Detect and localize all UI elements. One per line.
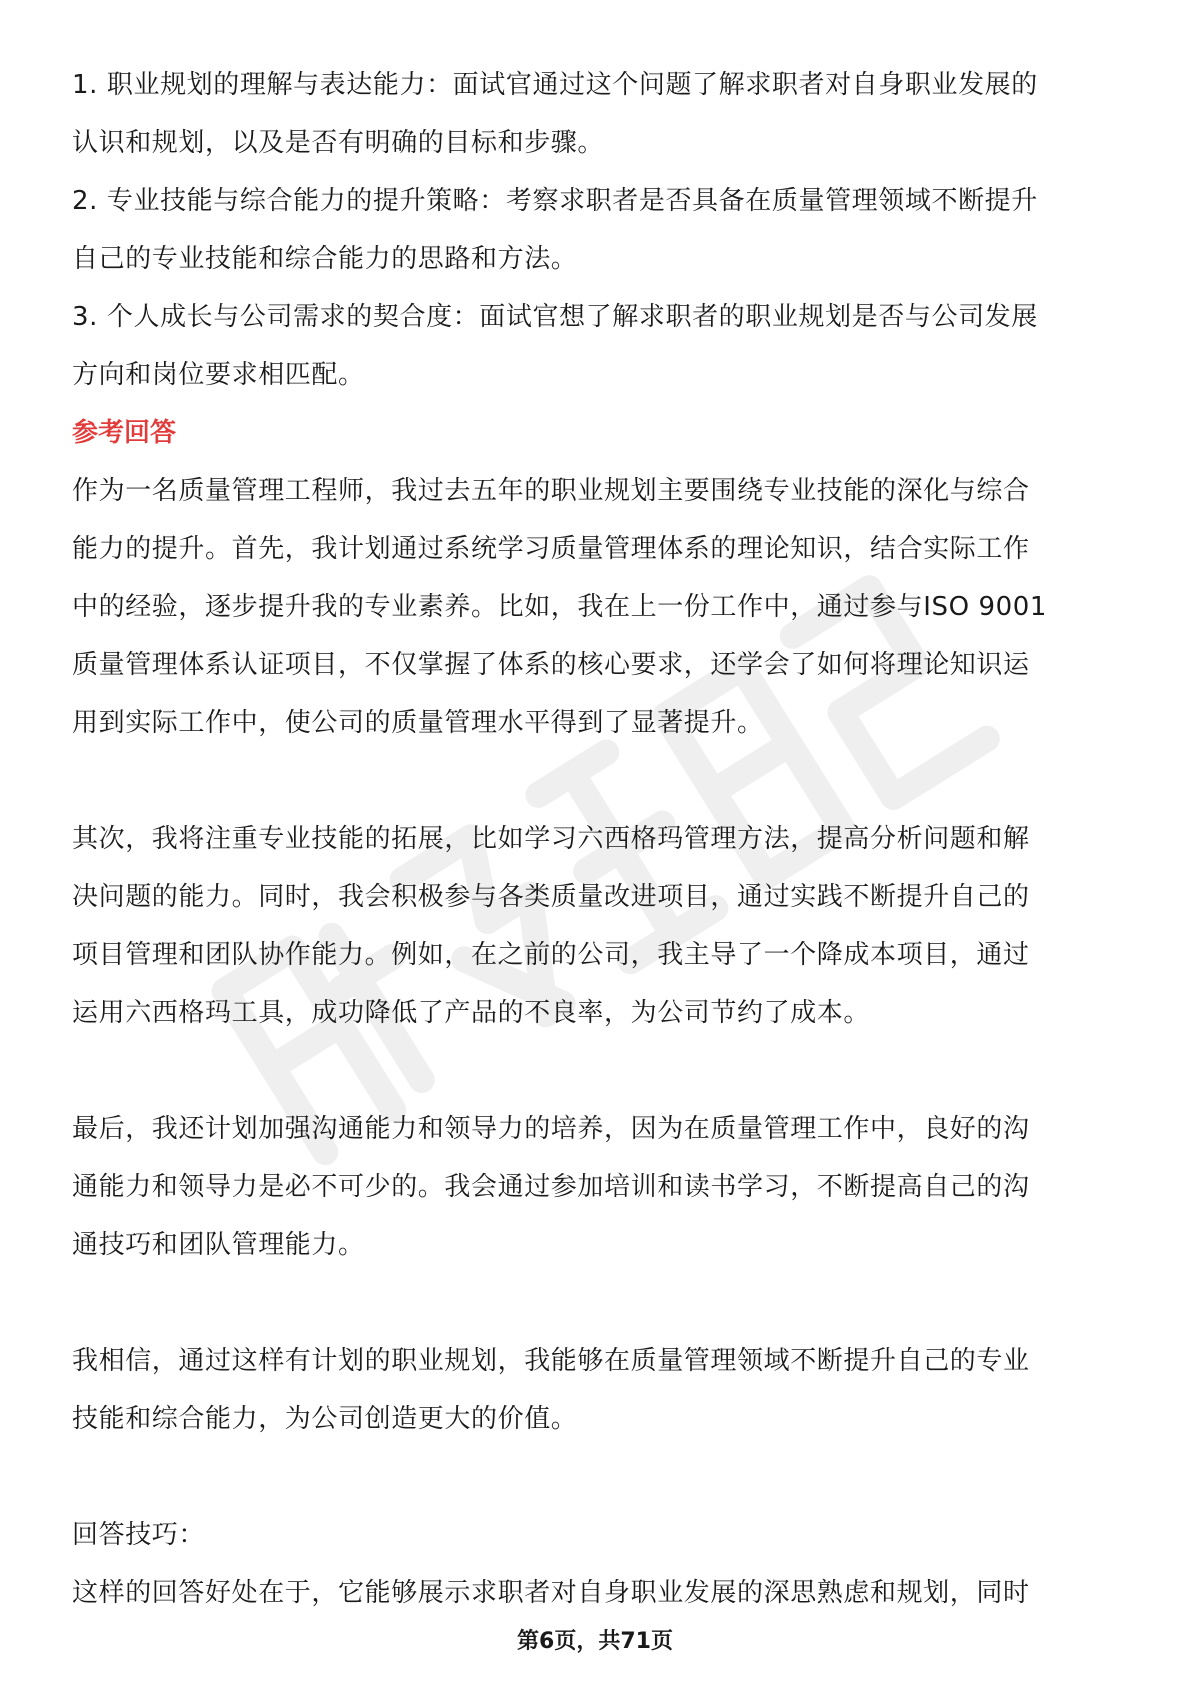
tips-text-line: 这样的回答好处在于，它能够展示求职者对自身职业发展的深思熟虑和规划，同时 — [72, 1578, 1030, 1608]
tips-heading: 回答技巧： — [72, 1520, 206, 1550]
paragraph-line: 通能力和领导力是必不可少的。我会通过参加培训和读书学习，不断提高自己的沟 — [72, 1172, 1030, 1202]
intent-item-1-line-2: 认识和规划，以及是否有明确的目标和步骤。 — [72, 128, 605, 158]
intent-item-3-line-1: 3. 个人成长与公司需求的契合度：面试官想了解求职者的职业规划是否与公司发展 — [72, 302, 1038, 332]
paragraph-line: 中的经验，逐步提升我的专业素养。比如，我在上一份工作中，通过参与ISO 9001 — [72, 592, 1048, 622]
reference-answer-heading: 参考回答 — [72, 418, 177, 448]
paragraph-line: 作为一名质量管理工程师，我过去五年的职业规划主要围绕专业技能的深化与综合 — [72, 476, 1030, 506]
paragraph-spacer — [72, 752, 1118, 810]
intent-item-1-line-1: 1. 职业规划的理解与表达能力：面试官通过这个问题了解求职者对自身职业发展的 — [72, 70, 1038, 100]
answer-paragraph-1 — [72, 462, 1118, 752]
paragraph-line: 能力的提升。首先，我计划通过系统学习质量管理体系的理论知识，结合实际工作 — [72, 534, 1030, 564]
page-number: 第6页，共71页 — [517, 1629, 673, 1654]
paragraph-line: 技能和综合能力，为公司创造更大的价值。 — [72, 1404, 578, 1434]
paragraph-spacer — [72, 1274, 1118, 1332]
answer-paragraph-3 — [72, 1100, 1118, 1274]
intent-item-2-line-1: 2. 专业技能与综合能力的提升策略：考察求职者是否具备在质量管理领域不断提升 — [72, 186, 1038, 216]
intent-item-3-line-2: 方向和岗位要求相匹配。 — [72, 360, 365, 390]
answer-paragraph-2 — [72, 810, 1118, 1042]
paragraph-line: 我相信，通过这样有计划的职业规划，我能够在质量管理领域不断提升自己的专业 — [72, 1346, 1030, 1376]
answer-paragraph-4 — [72, 1332, 1118, 1448]
paragraph-line: 项目管理和团队协作能力。例如，在之前的公司，我主导了一个降成本项目，通过 — [72, 940, 1030, 970]
intent-list — [72, 56, 1118, 404]
paragraph-spacer — [72, 1448, 1118, 1506]
document-body — [72, 56, 1118, 1622]
paragraph-line: 运用六西格玛工具，成功降低了产品的不良率，为公司节约了成本。 — [72, 998, 871, 1028]
paragraph-line: 决问题的能力。同时，我会积极参与各类质量改进项目，通过实践不断提升自己的 — [72, 882, 1030, 912]
paragraph-line: 质量管理体系认证项目，不仅掌握了体系的核心要求，还学会了如何将理论知识运 — [72, 650, 1030, 680]
intent-item-2-line-2: 自己的专业技能和综合能力的思路和方法。 — [72, 244, 578, 274]
paragraph-line: 用到实际工作中，使公司的质量管理水平得到了显著提升。 — [72, 708, 764, 738]
paragraph-spacer — [72, 1042, 1118, 1100]
paragraph-line: 通技巧和团队管理能力。 — [72, 1230, 365, 1260]
paragraph-line: 最后，我还计划加强沟通能力和领导力的培养，因为在质量管理工作中，良好的沟 — [72, 1114, 1030, 1144]
paragraph-line: 其次，我将注重专业技能的拓展，比如学习六西格玛管理方法，提高分析问题和解 — [72, 824, 1030, 854]
